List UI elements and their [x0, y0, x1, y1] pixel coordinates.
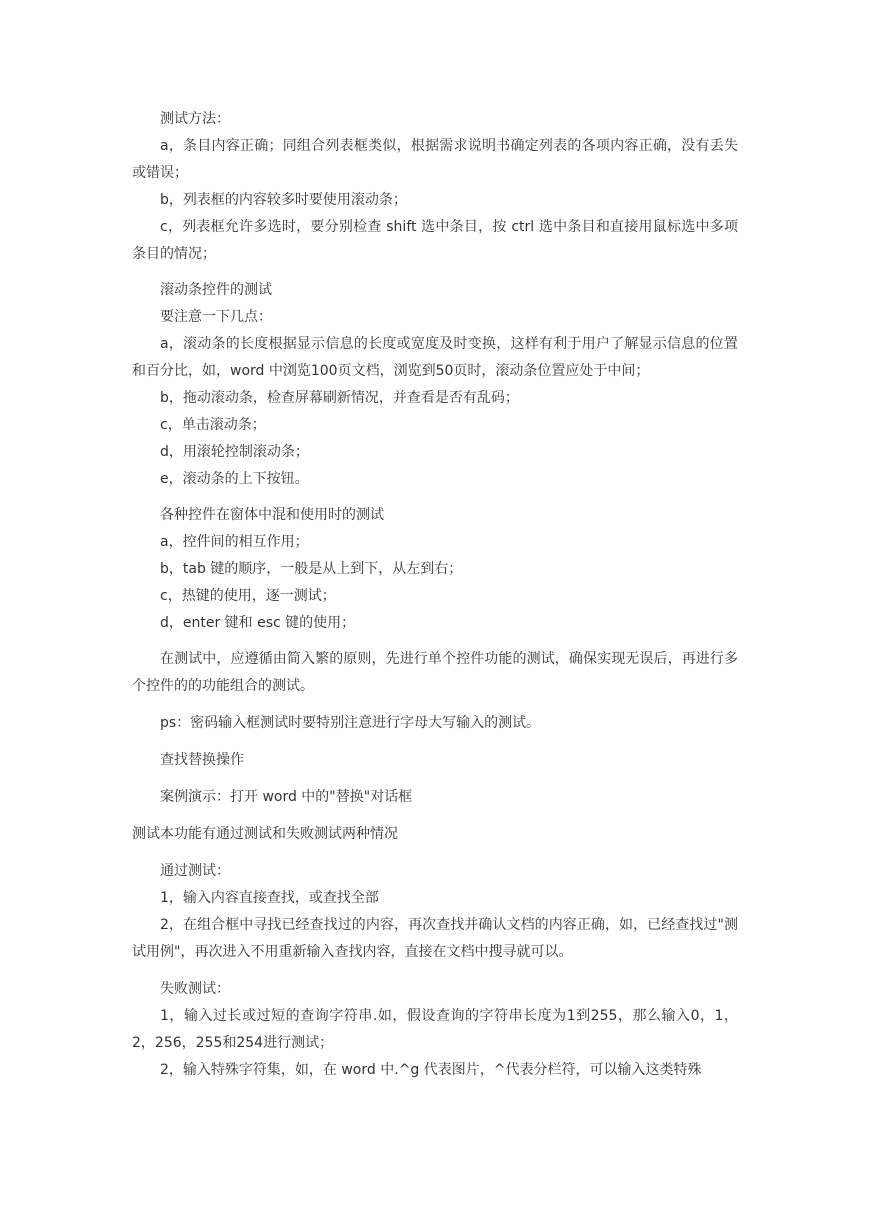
heading-scrollbar-test: 滚动条控件的测试 [160, 282, 272, 298]
list-item: a，控件间的相互作用； [160, 534, 309, 550]
heading-mixed-controls-test: 各种控件在窗体中混和使用时的测试 [160, 507, 384, 523]
list-item: a，滚动条的长度根据显示信息的长度或宽度及时变换，这样有利于用户了解显示信息的位置和百分比，如，word 中浏览100页文档，浏览到50页时，滚动条位置应处于中间； [132, 336, 738, 379]
list-item: 2，在组合框中寻找已经查找过的内容，再次查找并确认文档的内容正确，如，已经查找过"测试用例"，再次进入不用重新输入查找内容，直接在文档中搜寻就可以。 [132, 917, 738, 960]
list-item: d，enter 键和 esc 键的使用； [160, 615, 356, 631]
list-item: b，拖动滚动条，检查屏幕刷新情况，并查看是否有乱码； [160, 390, 519, 406]
heading-pass-test: 通过测试： [160, 863, 230, 879]
list-item: 1，输入过长或过短的查询字符串.如，假设查询的字符串长度为1到255，那么输入0，1，2，256，255和254进行测试； [132, 1008, 738, 1051]
heading-test-method: 测试方法： [160, 111, 230, 127]
list-item: c，列表框允许多选时，要分别检查 shift 选中条目，按 ctrl 选中条目和直接用鼠标选中多项条目的情况； [132, 219, 738, 262]
heading-fail-test: 失败测试： [160, 981, 230, 997]
paragraph: 在测试中，应遵循由简入繁的原则，先进行单个控件功能的测试，确保实现无误后，再进行多个控件的的功能组合的测试。 [132, 651, 738, 694]
paragraph: 要注意一下几点： [160, 309, 272, 325]
list-item: 2，输入特殊字符集，如，在 word 中.^g 代表图片，^代表分栏符，可以输入这类特殊 [160, 1062, 702, 1078]
heading-find-replace: 查找替换操作 [160, 752, 244, 768]
list-item: c，单击滚动条； [160, 417, 266, 433]
list-item: e，滚动条的上下按钮。 [160, 471, 309, 487]
document-body [132, 106, 738, 1084]
paragraph: ps：密码输入框测试时要特别注意进行字母大写输入的测试。 [160, 715, 541, 731]
list-item: d，用滚轮控制滚动条； [160, 444, 309, 460]
list-item: 1，输入内容直接查找，或查找全部 [160, 890, 379, 906]
paragraph: 测试本功能有通过测试和失败测试两种情况 [132, 826, 398, 842]
list-item: a，条目内容正确；同组合列表框类似，根据需求说明书确定列表的各项内容正确，没有丢失或错误； [132, 138, 738, 181]
list-item: b，tab 键的顺序，一般是从上到下，从左到右； [160, 561, 463, 577]
list-item: c，热键的使用，逐一测试； [160, 588, 336, 604]
list-item: b，列表框的内容较多时要使用滚动条； [160, 192, 407, 208]
paragraph: 案例演示：打开 word 中的"替换"对话框 [160, 789, 413, 805]
